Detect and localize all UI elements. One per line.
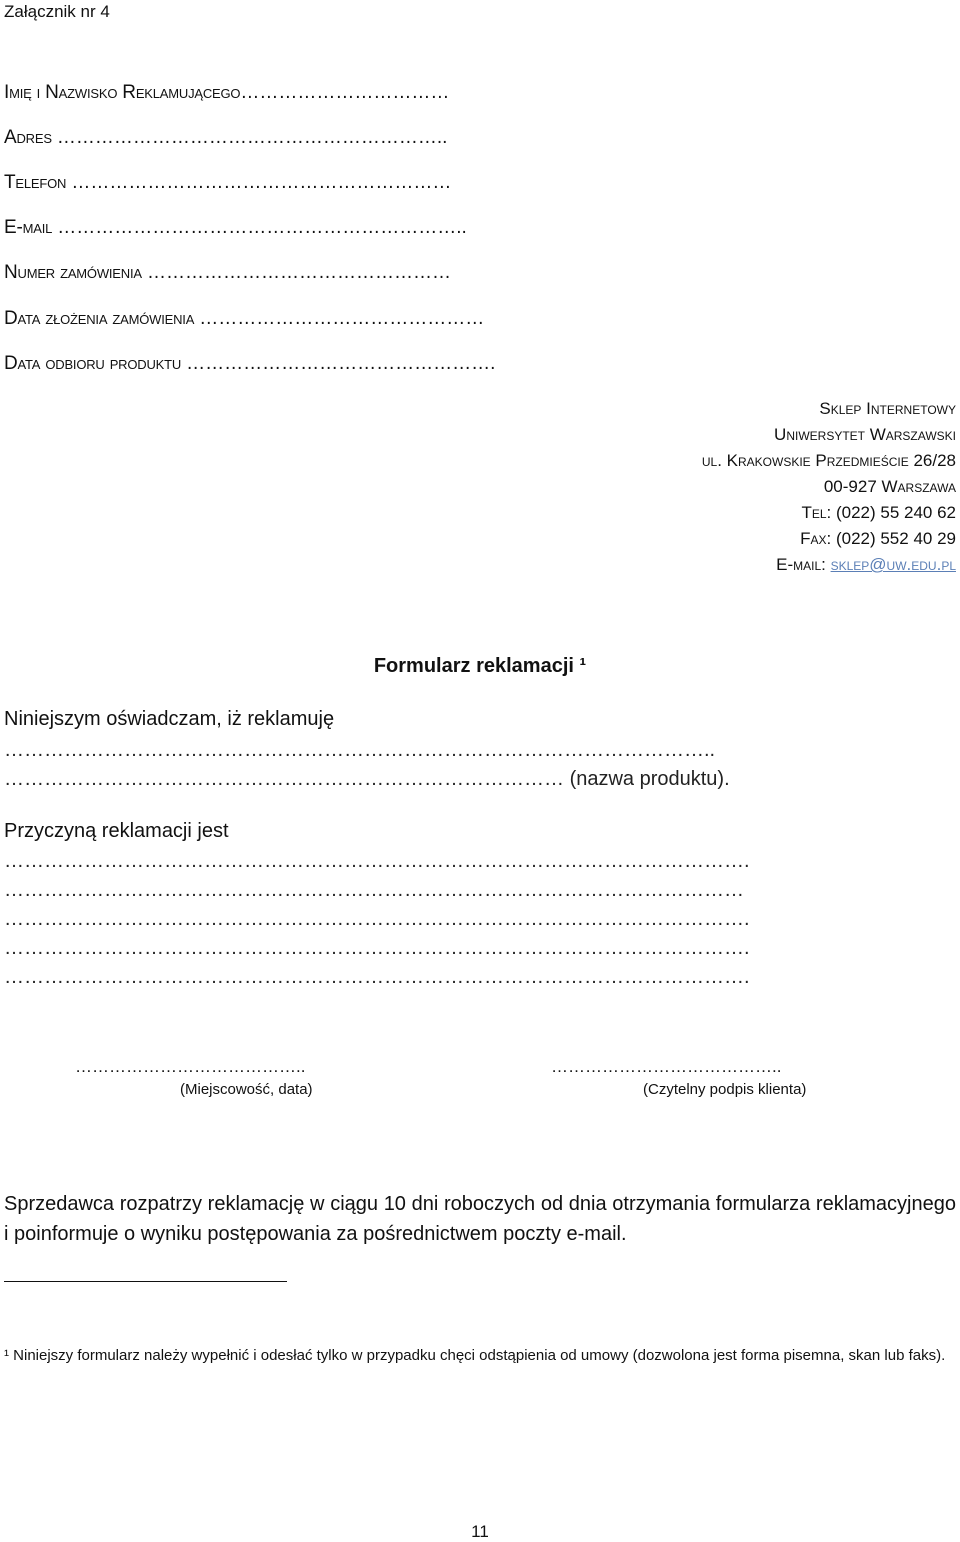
field-order-date-label: Data złożenia zamówienia [4,308,195,329]
field-order-number[interactable] [4,262,451,284]
field-order-number-dots: ………………………………………… [146,262,451,283]
field-pickup-date-label: Data odbioru produktu [4,353,182,374]
field-email-label: E-mail [4,217,53,238]
page-number: 11 [471,1522,489,1541]
product-name-line1[interactable]: …………………………………………………………………………………………….. [4,739,716,761]
product-name-suffix: (nazwa produktu). [569,768,730,790]
product-name-dots: ………………………………………………………………………… [4,768,564,790]
footnote: ¹ Niniejszy formularz należy wypełnić i odesłać tylko w przypadku chęci odstąpienia od umowy (dozwolona jest forma pisemna, skan lub faks). [4,1347,946,1364]
field-address-label: Adres [4,127,52,148]
field-order-date[interactable] [4,308,484,330]
field-email[interactable] [4,217,467,239]
shop-name-line1: Sklep Internetowy [819,399,956,418]
field-name-label: Imię i Nazwisko Reklamującego [4,82,241,103]
field-pickup-date[interactable] [4,353,495,375]
shop-name-line2: Uniwersytet Warszawski [774,425,956,444]
product-name-line2[interactable] [4,768,730,791]
field-name-dots: …………………………… [240,82,450,103]
reason-label: Przyczyną reklamacji jest [4,820,229,842]
reason-line-4[interactable]: …………………………………………………………………………………………………. [4,937,750,959]
declaration-text: Niniejszym oświadczam, iż reklamuję [4,708,335,730]
annex-label: Załącznik nr 4 [4,2,110,21]
reason-line-2[interactable]: ………………………………………………………………………………………………… [4,879,744,901]
reason-line-5[interactable]: …………………………………………………………………………………………………. [4,966,750,988]
reason-line-3[interactable]: …………………………………………………………………………………………………. [4,908,750,930]
shop-tel: Tel: (022) 55 240 62 [801,503,956,522]
shop-email-link[interactable]: sklep@uw.edu.pl [830,555,956,574]
field-phone-dots: …………………………………………………… [71,172,452,193]
shop-street: ul. Krakowskie Przedmieście 26/28 [701,451,956,470]
signature-label: (Czytelny podpis klienta) [643,1081,807,1098]
field-email-dots: ……………………………………………………….. [57,217,467,238]
field-name[interactable] [4,82,449,104]
signature-dots[interactable]: ………………………………….. [551,1057,782,1076]
place-date-dots[interactable]: ………………………………….. [75,1057,306,1076]
form-title: Formularz reklamacji ¹ [373,655,587,677]
field-phone-label: Telefon [4,172,67,193]
field-address-dots: …………………………………………………….. [56,127,448,148]
footnote-separator [4,1281,287,1282]
shop-city: 00-927 Warszawa [823,477,956,496]
field-order-date-dots: ……………………………………… [199,308,485,329]
reason-line-1[interactable]: …………………………………………………………………………………………………. [4,850,750,872]
processing-note: Sprzedawca rozpatrzy reklamację w ciągu 10 dni roboczych od dnia otrzymania formularza reklamacyjnego i poinformuje o wyniku postępowania za pośrednictwem poczty e-mail. [4,1193,956,1245]
shop-email-label: E-mail: [776,555,831,574]
field-order-number-label: Numer zamówienia [4,262,142,283]
shop-email [776,555,956,575]
field-address[interactable] [4,127,447,149]
field-pickup-date-dots: …………………………………………. [186,353,496,374]
field-phone[interactable] [4,172,451,194]
place-date-label: (Miejscowość, data) [180,1081,313,1098]
shop-fax: Fax: (022) 552 40 29 [800,529,956,548]
